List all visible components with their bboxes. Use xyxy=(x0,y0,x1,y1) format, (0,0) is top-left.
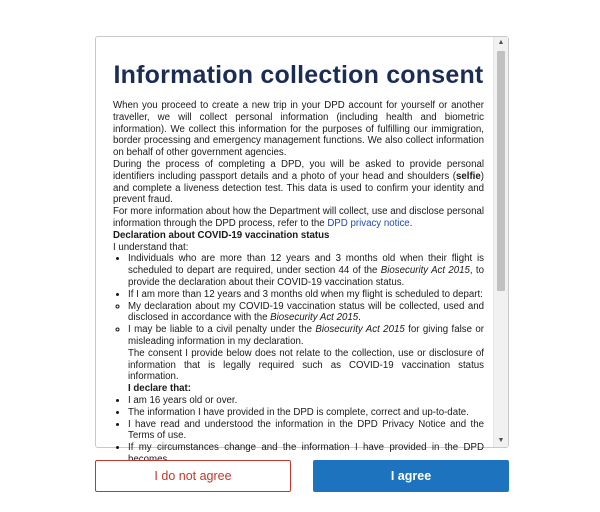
page-title: Information collection consent xyxy=(113,61,484,89)
intro-text: ) and complete a liveness detection test. This data is used to confirm your identity and prevent fraud. xyxy=(113,170,484,206)
intro-paragraph-1: When you proceed to create a new trip in your DPD account for yourself or another traveller, we will collect personal information (including health and biometric information). We collect this information for the purposes of fulfilling our immigration, border processing and emergency management functions. We also collect information on behalf of other government agencies. xyxy=(113,100,484,159)
list-item: • If my circumstances change and the information I have provided in the DPD xyxy=(128,442,484,466)
covid-heading: Declaration about COVID-19 vaccination status xyxy=(113,229,330,241)
understand-list xyxy=(113,253,484,300)
list-item: ◦ I may be liable to a civil penalty under the Biosecurity Act 2015 for giving false or misleading information in my declaration. xyxy=(128,324,484,348)
consent-note: The consent I provide below does not relate to the collection, use or disclosure of information that is legally required such as COVID-19 vaccination status information. xyxy=(128,347,484,383)
list-item: ◦ My declaration about my COVID-19 vaccination status will be collected, used and disclosed in accordance with the Biosecurity Act 2015. xyxy=(128,301,484,325)
scroll-up-icon[interactable]: ▲ xyxy=(497,39,505,46)
disagree-button[interactable]: I do not agree xyxy=(95,460,291,492)
intro-text: During the process of completing a DPD, you will be asked to provide personal identifiers including passport details and a photo of your head and shoulders ( xyxy=(113,158,484,182)
scrollbar-thumb[interactable] xyxy=(497,51,505,291)
list-item: • The information I have provided in the DPD is complete, correct and up-to-date. xyxy=(128,407,484,419)
sub-list xyxy=(113,301,484,348)
list-item: • If I am more than 12 years and 3 months old when my flight is scheduled to depart: xyxy=(128,289,484,301)
declare-heading: I declare that: xyxy=(128,383,191,395)
selfie-term: selfie xyxy=(455,170,481,182)
consent-content[interactable] xyxy=(96,37,494,454)
understand-label: I understand that: xyxy=(113,241,189,253)
list-item: • I have read and understood the information in the DPD Privacy Notice and the Terms of use. xyxy=(128,419,484,443)
scroll-down-icon[interactable]: ▼ xyxy=(497,437,505,444)
intro-text: For more information about how the Department will collect, use and disclose personal information through the DPD process, refer to the xyxy=(113,206,484,229)
list-item: • Individuals who are more than 12 years and 3 months old when their flight is scheduled to depart are required, under section 44 of the Biosecurity Act 2015, to provide the declaration about their COVID-19 vaccination status. xyxy=(128,253,484,288)
declare-list xyxy=(113,395,484,466)
agree-button[interactable]: I agree xyxy=(313,460,509,492)
intro-paragraph-2 xyxy=(113,159,484,206)
consent-dialog xyxy=(95,36,509,454)
intro-text: . xyxy=(409,217,413,229)
scrollbar[interactable] xyxy=(493,37,508,447)
consent-body xyxy=(113,100,484,466)
intro-paragraph-3 xyxy=(113,206,484,230)
list-item: • I am 16 years old or over. xyxy=(128,395,484,407)
privacy-notice-link[interactable]: DPD privacy notice xyxy=(327,217,410,229)
